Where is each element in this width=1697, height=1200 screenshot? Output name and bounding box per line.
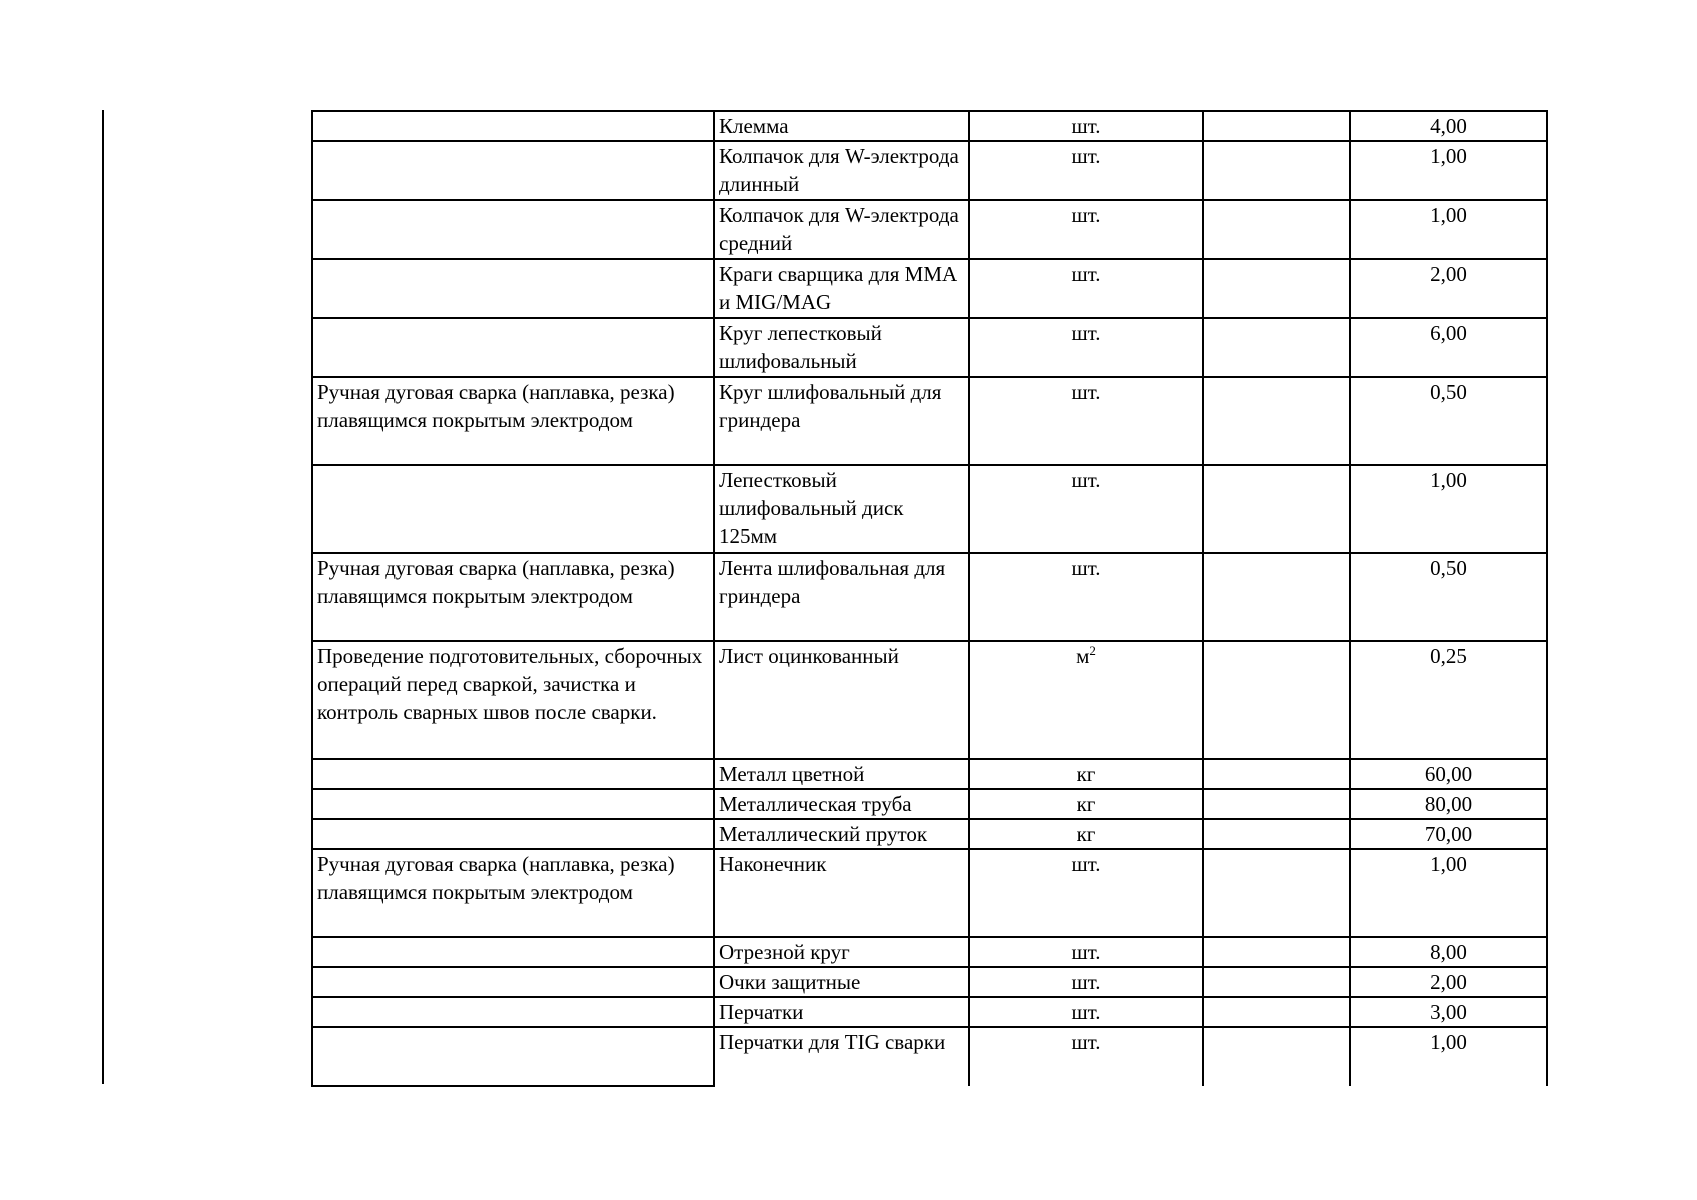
material-name-cell: Клемма xyxy=(714,111,969,141)
material-name-cell: Круг лепестковый шлифовальный xyxy=(714,318,969,377)
unit-cell: шт. xyxy=(969,111,1203,141)
empty-cell xyxy=(1203,789,1350,819)
material-name-cell: Металл цветной xyxy=(714,759,969,789)
quantity-cell: 80,00 xyxy=(1350,789,1547,819)
quantity-cell: 1,00 xyxy=(1350,1027,1547,1086)
empty-cell xyxy=(1203,318,1350,377)
table-row xyxy=(312,759,1547,789)
quantity-cell: 3,00 xyxy=(1350,997,1547,1027)
empty-cell xyxy=(1203,819,1350,849)
materials-table xyxy=(311,110,1548,1087)
material-name-cell: Лепестковый шлифовальный диск 125мм xyxy=(714,465,969,553)
unit-cell: шт. xyxy=(969,997,1203,1027)
quantity-cell: 8,00 xyxy=(1350,937,1547,967)
quantity-cell: 6,00 xyxy=(1350,318,1547,377)
material-name-cell: Перчатки для TIG сварки xyxy=(714,1027,969,1086)
table-row xyxy=(312,937,1547,967)
table-row xyxy=(312,997,1547,1027)
empty-cell xyxy=(1203,1027,1350,1086)
empty-cell xyxy=(1203,759,1350,789)
unit-cell: шт. xyxy=(969,465,1203,553)
unit-cell: шт. xyxy=(969,200,1203,259)
unit-cell: шт. xyxy=(969,1027,1203,1086)
unit-cell: кг xyxy=(969,789,1203,819)
unit-text: м xyxy=(1076,644,1090,668)
unit-cell xyxy=(969,641,1203,759)
operation-cell: Ручная дуговая сварка (наплавка, резка) плавящимся покрытым электродом xyxy=(312,553,714,641)
operation-cell xyxy=(312,759,714,789)
operation-cell xyxy=(312,141,714,200)
unit-cell: кг xyxy=(969,819,1203,849)
material-name-cell: Колпачок для W-электрода длинный xyxy=(714,141,969,200)
operation-cell xyxy=(312,1027,714,1086)
operation-cell xyxy=(312,465,714,553)
operation-cell: Ручная дуговая сварка (наплавка, резка) плавящимся покрытым электродом xyxy=(312,849,714,937)
table-row xyxy=(312,967,1547,997)
unit-cell: шт. xyxy=(969,849,1203,937)
unit-cell: шт. xyxy=(969,967,1203,997)
material-name-cell: Отрезной круг xyxy=(714,937,969,967)
empty-cell xyxy=(1203,200,1350,259)
quantity-cell: 1,00 xyxy=(1350,465,1547,553)
table-row xyxy=(312,819,1547,849)
table-row xyxy=(312,465,1547,553)
table-row xyxy=(312,641,1547,759)
table-row xyxy=(312,377,1547,465)
quantity-cell: 0,50 xyxy=(1350,553,1547,641)
unit-cell: шт. xyxy=(969,141,1203,200)
material-name-cell: Круг шлифовальный для гриндера xyxy=(714,377,969,465)
table-row xyxy=(312,1027,1547,1086)
table-row xyxy=(312,849,1547,937)
table-row xyxy=(312,141,1547,200)
empty-cell xyxy=(1203,967,1350,997)
quantity-cell: 1,00 xyxy=(1350,849,1547,937)
empty-cell xyxy=(1203,377,1350,465)
quantity-cell: 0,50 xyxy=(1350,377,1547,465)
operation-cell: Проведение подготовительных, сборочных операций перед сваркой, зачистка и контроль сварных швов после сварки. xyxy=(312,641,714,759)
table-row xyxy=(312,259,1547,318)
quantity-cell: 1,00 xyxy=(1350,200,1547,259)
unit-cell: шт. xyxy=(969,553,1203,641)
table-row xyxy=(312,200,1547,259)
table-row xyxy=(312,789,1547,819)
material-name-cell: Колпачок для W-электрода средний xyxy=(714,200,969,259)
material-name-cell: Лента шлифовальная для гриндера xyxy=(714,553,969,641)
empty-cell xyxy=(1203,997,1350,1027)
material-name-cell: Наконечник xyxy=(714,849,969,937)
operation-cell xyxy=(312,200,714,259)
operation-cell xyxy=(312,789,714,819)
operation-cell xyxy=(312,967,714,997)
quantity-cell: 2,00 xyxy=(1350,259,1547,318)
operation-cell: Ручная дуговая сварка (наплавка, резка) плавящимся покрытым электродом xyxy=(312,377,714,465)
operation-cell xyxy=(312,997,714,1027)
unit-cell: шт. xyxy=(969,937,1203,967)
material-name-cell: Металлическая труба xyxy=(714,789,969,819)
quantity-cell: 60,00 xyxy=(1350,759,1547,789)
operation-cell xyxy=(312,819,714,849)
empty-cell xyxy=(1203,641,1350,759)
material-name-cell: Лист оцинкованный xyxy=(714,641,969,759)
operation-cell xyxy=(312,937,714,967)
quantity-cell: 1,00 xyxy=(1350,141,1547,200)
unit-cell: шт. xyxy=(969,318,1203,377)
unit-cell: шт. xyxy=(969,377,1203,465)
quantity-cell: 0,25 xyxy=(1350,641,1547,759)
quantity-cell: 70,00 xyxy=(1350,819,1547,849)
empty-cell xyxy=(1203,141,1350,200)
operation-cell xyxy=(312,318,714,377)
quantity-cell: 4,00 xyxy=(1350,111,1547,141)
unit-cell: шт. xyxy=(969,259,1203,318)
page-margin-line xyxy=(102,110,104,1084)
unit-superscript: 2 xyxy=(1089,643,1096,658)
table-row xyxy=(312,111,1547,141)
operation-cell xyxy=(312,259,714,318)
empty-cell xyxy=(1203,849,1350,937)
table-row xyxy=(312,553,1547,641)
material-name-cell: Металлический пруток xyxy=(714,819,969,849)
material-name-cell: Краги сварщика для MMA и MIG/MAG xyxy=(714,259,969,318)
empty-cell xyxy=(1203,553,1350,641)
quantity-cell: 2,00 xyxy=(1350,967,1547,997)
empty-cell xyxy=(1203,465,1350,553)
operation-cell xyxy=(312,111,714,141)
empty-cell xyxy=(1203,111,1350,141)
material-name-cell: Очки защитные xyxy=(714,967,969,997)
table-row xyxy=(312,318,1547,377)
material-name-cell: Перчатки xyxy=(714,997,969,1027)
empty-cell xyxy=(1203,259,1350,318)
unit-cell: кг xyxy=(969,759,1203,789)
empty-cell xyxy=(1203,937,1350,967)
